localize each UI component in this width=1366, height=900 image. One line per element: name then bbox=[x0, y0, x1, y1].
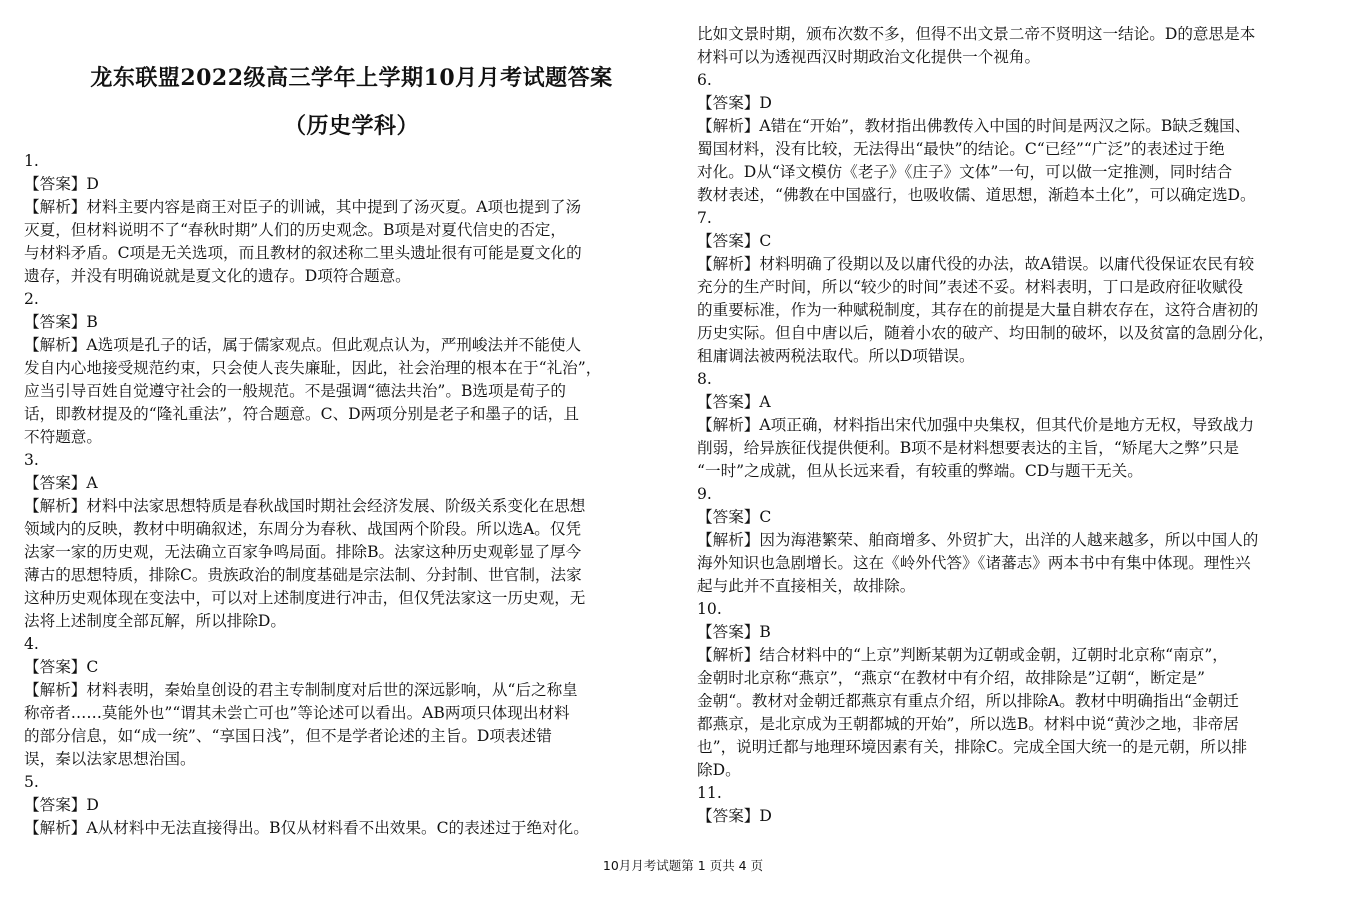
text-line: 【解析】A项正确，材料指出宋代加强中央集权，但其代价是地方无权，导致战力 bbox=[697, 416, 1255, 434]
text-line: 8. bbox=[697, 370, 712, 388]
text-line: 1. bbox=[24, 152, 39, 170]
text-line: 金朝时北京称“燕京”，“燕京“在教材中有介绍，故排除是”辽朝“，断定是” bbox=[697, 669, 1206, 687]
text-line: 薄古的思想特质，排除C。贵族政治的制度基础是宗法制、分封制、世官制，法家 bbox=[24, 566, 582, 584]
text-line: 这种历史观体现在变法中，可以对上述制度进行冲击，但仅凭法家这一历史观，无 bbox=[24, 589, 586, 607]
text-line: 称帝者……莫能外也”“谓其未尝亡可也”等论述可以看出。AB两项只体现出材料 bbox=[24, 704, 570, 722]
text-line: 【答案】C bbox=[697, 232, 772, 250]
text-line: 也”，说明迁都与地理环境因素有关，排除C。完成全国大统一的是元朝，所以排 bbox=[697, 738, 1248, 756]
text-line: 【答案】C bbox=[24, 658, 99, 676]
text-line: 都燕京，是北京成为王朝都城的开始”，所以选B。材料中说“黄沙之地，非帝居 bbox=[697, 715, 1239, 733]
text-line: 灭夏，但材料说明不了“春秋时期”人们的历史观念。B项是对夏代信史的否定， bbox=[24, 221, 566, 239]
text-line: 发自内心地接受规范约束，只会使人丧失廉耻，因此，社会治理的根本在于“礼治”， bbox=[24, 359, 602, 377]
text-line: 【答案】D bbox=[697, 94, 772, 112]
text-line: 比如文景时期，颁布次数不多，但得不出文景二帝不贤明这一结论。D的意思是本 bbox=[697, 25, 1256, 43]
text-line: 7. bbox=[697, 209, 712, 227]
text-line: 法将上述制度全部瓦解，所以排除D。 bbox=[24, 612, 287, 630]
text-line: 【解析】材料明确了役期以及以庸代役的办法，故A错误。以庸代役保证农民有较 bbox=[697, 255, 1255, 273]
text-line: 【答案】D bbox=[24, 175, 99, 193]
text-line: 6. bbox=[697, 71, 712, 89]
text-line: 【解析】A错在“开始”，教材指出佛教传入中国的时间是两汉之际。B缺乏魏国、 bbox=[697, 117, 1251, 135]
text-line: 9. bbox=[697, 485, 712, 503]
right-column-text bbox=[697, 23, 1342, 828]
text-line: 话，即教材提及的“隆礼重法”，符合题意。C、D两项分别是老子和墨子的话，且 bbox=[24, 405, 579, 423]
page-footer: 10月月考试题第 1 页共 4 页 bbox=[602, 858, 764, 873]
page-title: 龙东联盟2022级高三学年上学期10月月考试题答案 bbox=[90, 65, 613, 91]
text-line: 【答案】A bbox=[697, 393, 771, 411]
text-line: 蜀国材料，没有比较，无法得出“最快”的结论。C“已经”“广泛”的表述过于绝 bbox=[697, 140, 1225, 158]
text-line: 【解析】A选项是孔子的话，属于儒家观点。但此观点认为，严刑峻法并不能使人 bbox=[24, 336, 582, 354]
text-line: 租庸调法被两税法取代。所以D项错误。 bbox=[697, 347, 975, 365]
text-line: 削弱，给异族征伐提供便利。B项不是材料想要表达的主旨，“矫尾大之弊”只是 bbox=[697, 439, 1239, 457]
text-line: 充分的生产时间，所以“较少的时间”表述不妥。材料表明，丁口是政府征收赋役 bbox=[697, 278, 1244, 296]
text-line: 海外知识也急剧增长。这在《岭外代答》《诸蕃志》两本书中有集中体现。理性兴 bbox=[697, 554, 1251, 572]
text-line: 材料可以为透视西汉时期政治文化提供一个视角。 bbox=[697, 48, 1041, 66]
text-line: 遗存，并没有明确说就是夏文化的遗存。D项符合题意。 bbox=[24, 267, 411, 285]
text-line: 【解析】结合材料中的“上京”判断某朝为辽朝或金朝，辽朝时北京称“南京”， bbox=[697, 646, 1228, 664]
right-column bbox=[697, 0, 1342, 828]
text-line: 领域内的反映，教材中明确叙述，东周分为春秋、战国两个阶段。所以选A。仅凭 bbox=[24, 520, 582, 538]
text-line: 4. bbox=[24, 635, 39, 653]
text-line: 除D。 bbox=[697, 761, 741, 779]
text-line: 10. bbox=[697, 600, 722, 618]
text-line: 2. bbox=[24, 290, 39, 308]
text-line: 不符题意。 bbox=[24, 428, 102, 446]
text-line: 【答案】D bbox=[697, 807, 772, 825]
text-line: 与材料矛盾。C项是无关选项，而且教材的叙述称二里头遗址很有可能是夏文化的 bbox=[24, 244, 582, 262]
text-line: 3. bbox=[24, 451, 39, 469]
text-line: 历史实际。但自中唐以后，随着小农的破产、均田制的破坏，以及贫富的急剧分化， bbox=[697, 324, 1274, 342]
left-column bbox=[24, 0, 669, 840]
text-line: 5. bbox=[24, 773, 39, 791]
text-line: 【解析】材料表明，秦始皇创设的君主专制制度对后世的深远影响，从“后之称皇 bbox=[24, 681, 578, 699]
text-line: 的部分信息，如“成一统”、“享国日浅”，但不是学者论述的主旨。D项表述错 bbox=[24, 727, 552, 745]
text-line: 金朝“。教材对金朝迁都燕京有重点介绍，所以排除A。教材中明确指出“金朝迁 bbox=[697, 692, 1239, 710]
text-line: 【解析】A从材料中无法直接得出。B仅从材料看不出效果。C的表述过于绝对化。 bbox=[24, 819, 589, 837]
text-line: 11. bbox=[697, 784, 722, 802]
text-line: 法家一家的历史观，无法确立百家争鸣局面。排除B。法家这种历史观彰显了厚今 bbox=[24, 543, 582, 561]
text-line: 误，秦以法家思想治国。 bbox=[24, 750, 196, 768]
text-line: 【解析】因为海港繁荣、舶商增多、外贸扩大，出洋的人越来越多，所以中国人的 bbox=[697, 531, 1259, 549]
text-line: 教材表述，“佛教在中国盛行，也吸收儒、道思想，渐趋本土化”，可以确定选D。 bbox=[697, 186, 1256, 204]
text-line: 对化。D从“译文模仿《老子》《庄子》文体”一句，可以做一定推测，同时结合 bbox=[697, 163, 1233, 181]
text-line: “一时”之成就，但从长远来看，有较重的弊端。CD与题干无关。 bbox=[697, 462, 1143, 480]
text-line: 【解析】材料主要内容是商王对臣子的训诫，其中提到了汤灭夏。A项也提到了汤 bbox=[24, 198, 582, 216]
text-line: 应当引导百姓自觉遵守社会的一般规范。不是强调“德法共治”。B选项是荀子的 bbox=[24, 382, 566, 400]
text-line: 【答案】D bbox=[24, 796, 99, 814]
text-line: 【解析】材料中法家思想特质是春秋战国时期社会经济发展、阶级关系变化在思想 bbox=[24, 497, 586, 515]
text-line: 起与此并不直接相关，故排除。 bbox=[697, 577, 916, 595]
text-line: 【答案】C bbox=[697, 508, 772, 526]
text-line: 的重要标准，作为一种赋税制度，其存在的前提是大量自耕农存在，这符合唐初的 bbox=[697, 301, 1259, 319]
text-line: 【答案】A bbox=[24, 474, 98, 492]
text-line: 【答案】B bbox=[697, 623, 771, 641]
left-column-text bbox=[24, 150, 669, 840]
text-line: 【答案】B bbox=[24, 313, 98, 331]
page-subtitle: （历史学科） bbox=[283, 113, 419, 139]
